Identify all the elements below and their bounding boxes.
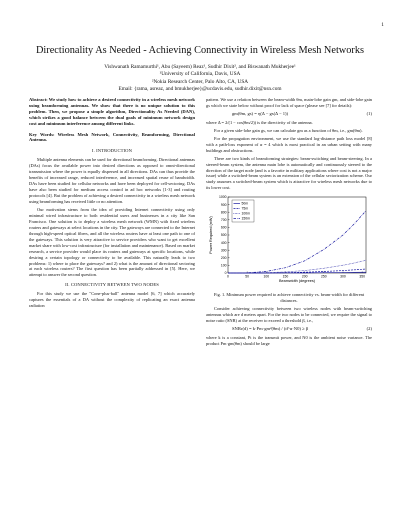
paragraph: pattern. We use a relation between the beam-width θm, main-lobe gain gm, and side-lobe gain gs which we state below without proof for lack of space (please see [7] for details):	[206, 97, 372, 108]
x-tick-label: 0	[227, 274, 229, 279]
x-tick-label: 50	[245, 274, 250, 279]
x-tick-label: 250	[320, 274, 327, 279]
x-tick-label: 350	[359, 274, 366, 279]
legend-label: 75m	[241, 207, 249, 212]
figure-caption: Fig. 1. Minimum power required to achieve connectivity vs. beam-width for different distances.	[213, 292, 365, 303]
y-tick-label: 600	[220, 225, 227, 230]
section-heading-introduction: I. INTRODUCTION	[91, 148, 133, 154]
author-emails: Email: {rama, asreaz, and bmukherjee}@ucdavis.edu, sudhir.dixit@nsn.com	[118, 86, 282, 93]
paragraph: Consider achieving connectivity between two wireless nodes with beam-switching antennas which are d meters apart. For the two nodes to be connected, we require the signal to noise ratio (SNR) at the receiver to exceed a threshold β, i.e.,	[206, 306, 372, 324]
x-tick-label: 300	[340, 274, 346, 279]
equation-1-number: (1)	[366, 110, 372, 116]
paragraph: For this study we use the "Cone-plus-ball" antenna model [6, 7] which accurately captures the essentials of a DA without the complexity of replicating an exact antenna radiation	[29, 291, 195, 309]
right-column	[206, 97, 372, 349]
page-number: 1	[381, 22, 384, 28]
equation-2-number: (2)	[366, 326, 372, 332]
equation-2-body: SNRr(d) = k·Pm·gm²(θm) / (d^α·N0) ≥ β	[232, 326, 309, 332]
affiliation-2: ²Nokia Research Center, Palo Alto, CA, USA	[151, 78, 249, 85]
y-tick-label: 700	[220, 218, 227, 223]
left-column	[29, 97, 195, 311]
paragraph: Our motivation stems from the idea of providing Internet connectivity using only minimal wired infrastructure to both residential users and businesses in a city like San Francisco. One solution is to deploy a wireless mesh network (WMN) with fixed wireless routers and gateways at select locations in the city. The gateways are connected to the Internet through high-speed optical fibers, and all the wireless routers have at least one path to one of the gateways. This solution is very attractive to service providers who want to get excellent market share with low-cost infrastructure (for installation and maintenance). Based on market research, a service provider would place its routers and gateways at specific locations, while desiring a certain topology or connectivity to be available. This naturally leads to two problems: 1) where to place the gateways? and 2) what is the amount of directional sectoring at each wireless routers? The first question has been partially addressed in [5]. Here, we attempt to answer the second question.	[29, 206, 195, 278]
paragraph: where k is a constant, Pt is the transmit power, and N0 is the ambient noise variance. The product Pm·gm(θm) should be large	[206, 335, 372, 347]
y-tick-label: 800	[220, 210, 227, 215]
section-heading-connectivity: II. CONNECTIVITY BETWEEN TWO NODES	[65, 282, 159, 288]
paragraph: For a given side-lobe gain gs, we can calculate gm as a function of θm, i.e., gm(θm).	[214, 127, 363, 133]
y-tick-label: 200	[220, 256, 227, 261]
x-tick-label: 200	[301, 274, 308, 279]
paper-title: Directionality As Needed - Achieving Connectivity in Wireless Mesh Networks	[36, 45, 364, 56]
x-tick-label: 100	[263, 274, 270, 279]
affiliation-1: ¹University of California, Davis, USA	[159, 71, 241, 78]
y-tick-label: 400	[220, 241, 227, 246]
author-names: Vishwanath Ramamurthi¹, Abu (Sayeem) Reaz¹, Sudhir Dixit², and Biswanath Mukherjee¹	[104, 64, 296, 70]
y-tick-label: 1000	[218, 195, 227, 200]
power-vs-beamwidth-chart	[206, 194, 372, 288]
y-tick-label: 100	[220, 263, 227, 268]
author-block	[0, 64, 400, 94]
y-tick-label: 900	[220, 203, 227, 208]
x-tick-label: 150	[282, 274, 289, 279]
keywords: Key Words: Wireless Mesh Network, Connectivity, Beamforming, Directional Antenna.	[29, 131, 195, 143]
paragraph: For the propagation environment, we use the standard log-distance path loss model [8] with a path-loss exponent of α = 4 which is most practical in an urban setting with many buildings and obstructions.	[206, 135, 372, 153]
legend-label: 100m	[241, 212, 250, 217]
paragraph: where Δ = 2/(1 − cos(θm/2)) is the directivity of the antenna.	[206, 119, 313, 125]
abstract: Abstract: We study how to achieve a desired connectivity in a wireless mesh network using beamforming antennas. We show that there is no unique solution to this problem. Then, we propose a simple algorithm, Directionality As Needed (DAN), which strikes a good balance between the dual goals of minimum network design cost and minimum interference among different links.	[29, 97, 195, 126]
paragraph: Multiple antenna elements can be used for directional beamforming. Directional antennas (DAs) focus the available power into desired directions as opposed to omni-directional transmission where the power is equally dispersed in all directions. DAs can thus provide the benefits of increased range, reduced interference, and increased spatial reuse of bandwidth. DAs have been studied for cellular networks and have been deployed for cell-sectoring. DAs have also been studied for medium access control in ad hoc networks [1-3] and routing protocols [4]. But the problem of achieving a desired connectivity in a wireless mesh network using beamforming has received little or no attention.	[29, 157, 195, 204]
figure-1	[206, 194, 372, 290]
x-axis-label: Beamwidth (degrees)	[278, 279, 316, 284]
legend-label: 150m	[241, 217, 250, 222]
y-tick-label: 500	[220, 233, 227, 238]
legend-label: 50m	[241, 202, 249, 207]
paragraph: There are two kinds of beamforming strategies: beam-switching and beam-steering. In a steered-beam system, the antenna main lobe is automatically and continuously steered to the direction of the target node (and is a favorite in military applications where cost is not a major issue) while a switched-beam system is an extension of the cellular sectorization scheme. Our study assumes a switched-beam system which is attractive for wireless mesh networks due to its lower cost.	[206, 155, 372, 191]
y-axis-label: Power Required (mW)	[209, 216, 213, 255]
equation-1-body: gm(θm, gs) = η(Δ − gs(Δ − 1))	[232, 110, 289, 116]
equation-2	[206, 326, 372, 332]
equation-1	[206, 111, 372, 117]
y-tick-label: 300	[220, 248, 227, 253]
y-tick-label: 0	[224, 271, 227, 276]
